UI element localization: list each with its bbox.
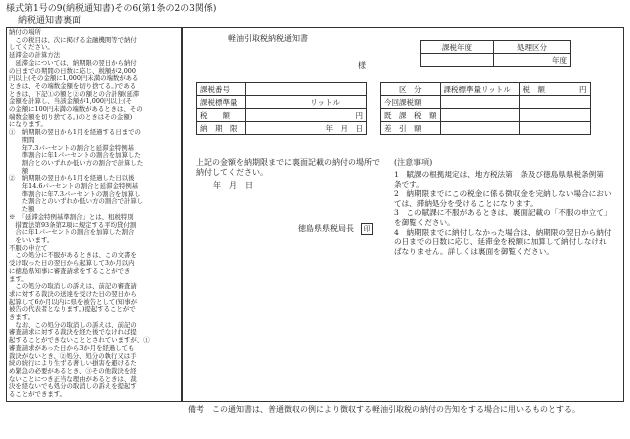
issue-date: 年 月 日 bbox=[213, 181, 253, 190]
left-note-line: め緊急の必要があるとき、③その他裁決を経 bbox=[9, 366, 137, 375]
notice-title: 軽油引取税納税通知書 bbox=[228, 34, 308, 43]
issuer-name: 徳島県県税局長 bbox=[298, 224, 354, 233]
notes-title: (注意事項) bbox=[394, 158, 433, 167]
left-note-line: をいいます。 bbox=[9, 235, 54, 244]
left-note-line: なお、この処分の取消しの訴えは、前記の bbox=[9, 320, 137, 329]
left-note-line: ② 納期限の翌日から1月を経過した日以後 bbox=[9, 174, 135, 183]
left-note-line: この税目は、次に掲げる金融機関等で納付 bbox=[9, 35, 137, 44]
note-item: 1 賦課の根拠規定は、地方税法第 条及び徳島県県税条例第 条です。 bbox=[394, 170, 612, 189]
left-note-line: 期間 bbox=[9, 135, 35, 144]
left-note-line: 金額を計算し、当該金額が1,000円以上(そ bbox=[9, 97, 133, 106]
fiscal-year-table bbox=[420, 40, 571, 67]
left-note-line: た額 bbox=[9, 205, 35, 214]
left-note-line: 審査請求に対する裁決を経た後でなければ提 bbox=[9, 328, 137, 337]
left-note-line: 措置法第93条第2項に規定する平均貸付割 bbox=[9, 220, 137, 229]
note-item: 4 納期限までに納付しなかった場合は、納期限の翌日から納付の日までの日数に応じ、延滞金を税額に加算して納付しなければなりません。詳しくは裏面を御覧ください。 bbox=[394, 227, 612, 256]
due-date-value: 年 月 日 bbox=[246, 122, 367, 135]
left-note-line: 割合とのいずれか低い方の割合で計算した bbox=[9, 158, 144, 167]
left-note-line: 起算して6か月以内に県を被告として(知事が bbox=[9, 297, 137, 306]
left-note-line: ① 納期限の翌日から1月を経過する日までの bbox=[9, 128, 141, 137]
left-note-line: ときは、その端数金額を切り捨てる。)である bbox=[9, 81, 137, 90]
fiscal-year-header: 課税年度 bbox=[421, 41, 494, 54]
left-note-line: ないことにつき正当な理由があるときは、裁 bbox=[9, 374, 137, 383]
yen-unit: 円 bbox=[558, 83, 591, 96]
left-note-line: に徳島県知事に審査請求をすることができ bbox=[9, 266, 131, 275]
left-note-line: ます。 bbox=[9, 274, 28, 283]
left-note-line: ときは、下記①の額と②の額との合計額(延滞 bbox=[9, 89, 140, 98]
left-note-line: この処分の取消しの訴えは、前記の審査請 bbox=[9, 282, 137, 291]
tax-base-label: 課税標準量 bbox=[197, 96, 246, 109]
left-note-line: 円以上(その金額に1,000円未満の端数がある bbox=[9, 74, 139, 83]
tax-amount-label: 税 額 bbox=[197, 109, 246, 122]
tax-summary-table bbox=[380, 82, 591, 135]
tax-amount-unit: 円 bbox=[246, 109, 367, 122]
note-item: 3 この賦課に不服があるときは、裏面記載の「不服の申立て」を御覧ください。 bbox=[394, 208, 612, 227]
fiscal-year-suffix: 年度 bbox=[494, 54, 571, 67]
left-note-line: 納付の場所 bbox=[9, 28, 41, 36]
left-note-line: ※ 「延滞金特例基準割合」とは、租税特別 bbox=[9, 212, 134, 221]
left-note-line: 額 bbox=[9, 166, 29, 175]
left-note-line: 起することができないこととされていますが、① bbox=[9, 336, 150, 345]
due-date-label: 納 期 限 bbox=[197, 122, 246, 135]
category-header: 区 分 bbox=[381, 83, 441, 96]
footer-remark: 備考 この通知書は、普通徴収の例により徴収する軽油引取税の納付の告知をする場合に用いるものとする。 bbox=[188, 405, 580, 414]
back-side-label: 納税通知書裏面 bbox=[18, 16, 82, 26]
left-note-line: 延滞金の計算方法 bbox=[9, 51, 61, 60]
left-note-line: この処分に不服があるときは、この文書を bbox=[9, 251, 137, 260]
left-note-line: 不服の申立て bbox=[9, 243, 48, 252]
left-note-line: 年14.6パーセントの割合と延滞金特例基 bbox=[9, 182, 139, 191]
left-note-line: 裁決がないとき、②処分、処分の執行又は手 bbox=[9, 351, 137, 360]
tax-base-header: 課税標準量リットル bbox=[440, 83, 519, 96]
left-notes bbox=[9, 29, 181, 399]
payment-statement: 上記の金額を納期限までに裏面記載の納付の場所で納付してください。 bbox=[196, 158, 380, 177]
left-note-line: きます。 bbox=[9, 313, 35, 322]
fiscal-year-value bbox=[421, 54, 494, 67]
left-note-line: た割合とのいずれか低い方の割合で計算し bbox=[9, 197, 144, 206]
previous-tax-label: 既 課 税 額 bbox=[381, 109, 441, 122]
current-tax-label: 今回課税額 bbox=[381, 96, 441, 109]
addressee-suffix: 様 bbox=[358, 61, 366, 70]
left-note-line: ることができます。 bbox=[9, 390, 67, 399]
official-seal: 印 bbox=[361, 223, 373, 235]
left-note-line: の日までの期間の日数に応じ、税額が2,000 bbox=[9, 66, 136, 75]
left-note-line: 審査請求があった日から3か月を経過しても bbox=[9, 343, 135, 352]
left-note-line: 被告の代表者となります。)提起することがで bbox=[9, 305, 136, 314]
note-item: 2 納期限までにこの税金に係る徴収金を完納しない場合においては、滞納処分を受けることになります。 bbox=[394, 189, 612, 208]
left-note-line: してください。 bbox=[9, 43, 54, 52]
tax-number-label: 課税番号 bbox=[197, 83, 246, 96]
left-note-line: の金額に100円未満の端数があるときは、その bbox=[9, 105, 143, 114]
tax-base-unit: リットル bbox=[246, 96, 367, 109]
tax-header: 税 額 bbox=[519, 83, 558, 96]
left-note-line: 受け取った日の翌日から起算して3か月以内 bbox=[9, 259, 135, 268]
left-note-line: 決を経ないでも処分の取消しの訴えを提起す bbox=[9, 382, 137, 391]
left-note-line: 端数金額を切り捨てる。)のときはその金額) bbox=[9, 112, 133, 121]
left-note-line: になります。 bbox=[9, 120, 47, 129]
left-note-line: 求に対する裁決の送達を受けた日の翌日から bbox=[9, 289, 137, 298]
form-number: 様式第1号の9(納税通知書)その6(第1条の2の3関係) bbox=[6, 4, 217, 14]
left-note-line: 合に年1パーセントの割合を加算した割合 bbox=[9, 228, 135, 237]
notes-list bbox=[394, 170, 614, 256]
left-note-line: 準割合に年1パーセントの割合を加算した bbox=[9, 151, 141, 160]
tax-detail-table bbox=[196, 82, 367, 135]
difference-label: 差 引 額 bbox=[381, 122, 441, 135]
tax-number-value bbox=[246, 83, 367, 96]
left-note-line: 延滞金については、納期限の翌日から納付 bbox=[9, 58, 137, 67]
left-note-line: 年7.3パーセントの割合と延滞金特例基 bbox=[9, 143, 135, 152]
processing-class-header: 処理区分 bbox=[494, 41, 571, 54]
left-note-line: 準割合に年7.3パーセントの割合を加算し bbox=[9, 189, 141, 198]
left-note-line: 続の続行により生ずる著しい損害を避けるた bbox=[9, 359, 137, 368]
